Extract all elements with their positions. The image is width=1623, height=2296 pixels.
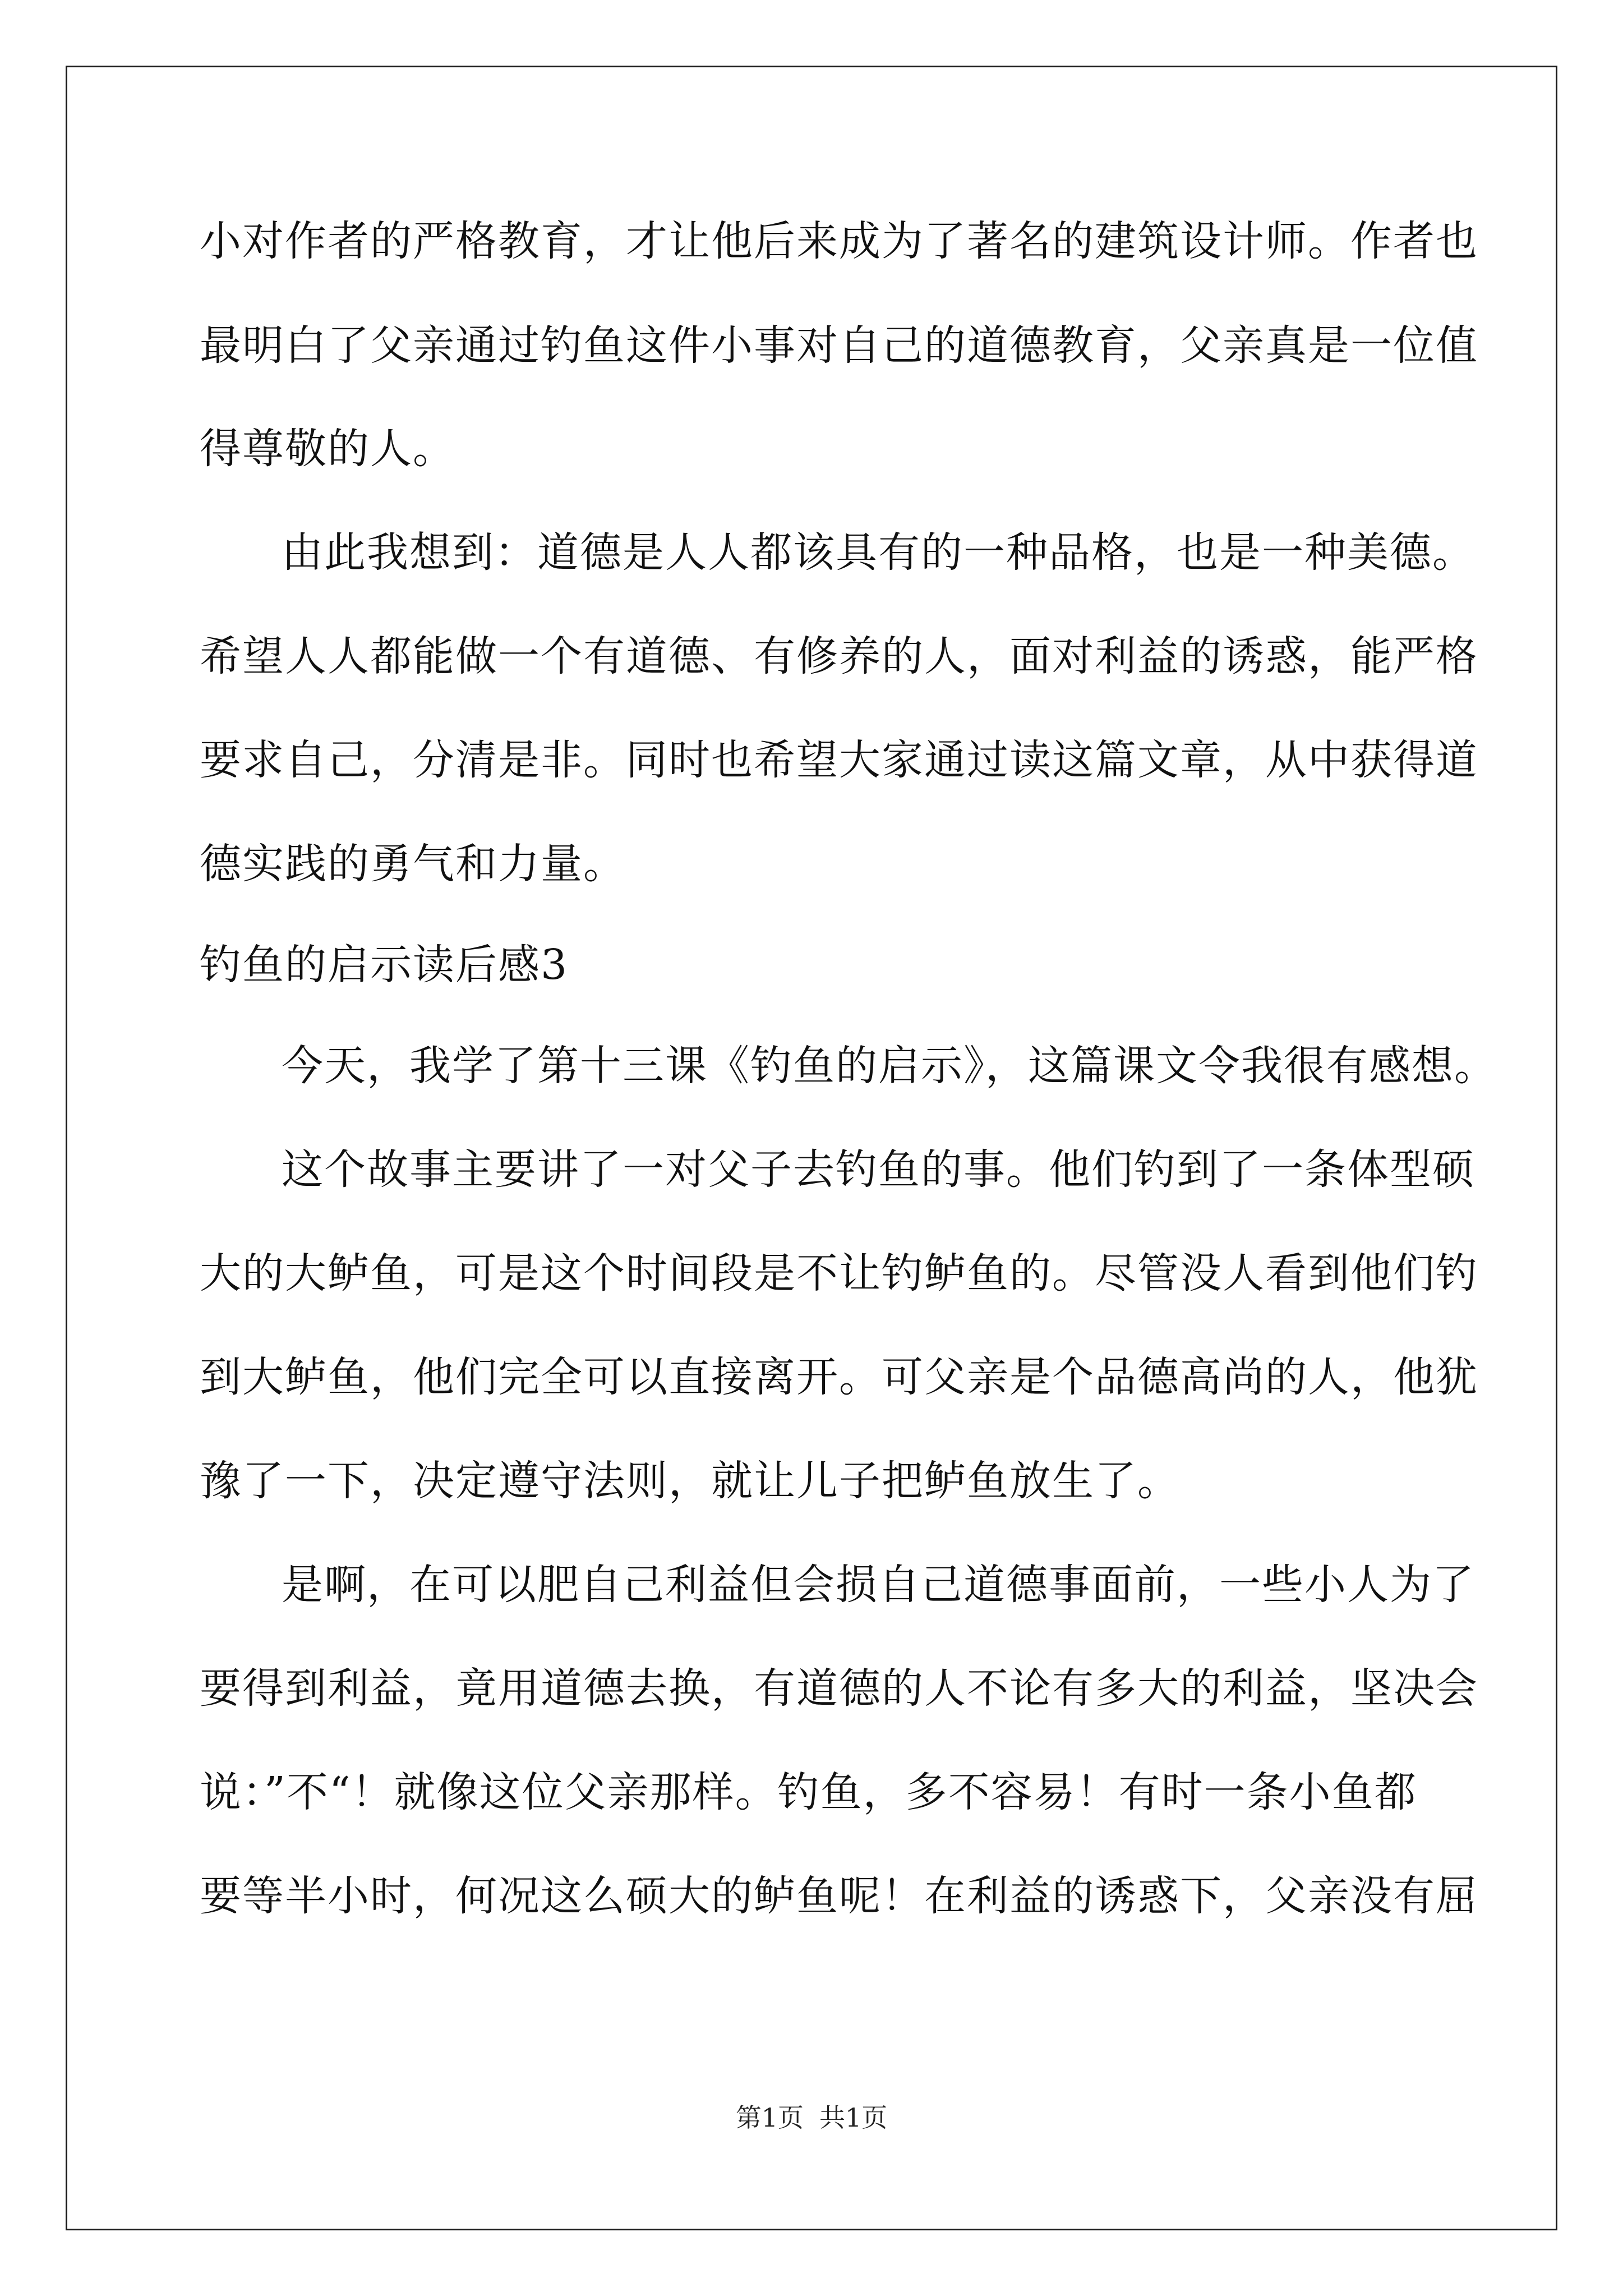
- text-line: 小对作者的严格教育，才让他后来成为了著名的建筑设计师。作者也: [200, 217, 1478, 265]
- text-line: 要得到利益，竟用道德去换，有道德的人不论有多大的利益，坚决会: [200, 1664, 1478, 1713]
- text-line: 希望人人都能做一个有道德、有修养的人，面对利益的诱惑，能严格: [200, 632, 1478, 680]
- paragraph-start: 由此我想到：道德是人人都该具有的一种品格，也是一种美德。: [282, 528, 1475, 577]
- text-line: 得尊敬的人。: [200, 425, 455, 473]
- page-number: 第1页: [735, 2102, 804, 2133]
- text-line: 豫了一下，决定遵守法则，就让儿子把鲈鱼放生了。: [200, 1457, 1180, 1505]
- page-footer: [0, 2101, 1623, 2134]
- paragraph-start: 今天，我学了第十三课《钓鱼的启示》，这篇课文令我很有感想。: [282, 1042, 1497, 1090]
- text-line: 要等半小时，何况这么硕大的鲈鱼呢！在利益的诱惑下，父亲没有屈: [200, 1872, 1478, 1920]
- text-line: 要求自己，分清是非。同时也希望大家通过读这篇文章，从中获得道: [200, 736, 1478, 784]
- text-line: 大的大鲈鱼，可是这个时间段是不让钓鲈鱼的。尽管没人看到他们钓: [200, 1249, 1478, 1297]
- text-line: 说：”不“！就像这位父亲那样。钓鱼，多不容易！有时一条小鱼都: [200, 1768, 1417, 1816]
- section-heading: 钓鱼的启示读后感3: [200, 941, 569, 989]
- text-line: 到大鲈鱼，他们完全可以直接离开。可父亲是个品德高尚的人，他犹: [200, 1353, 1478, 1401]
- paragraph-start: 这个故事主要讲了一对父子去钓鱼的事。他们钓到了一条体型硕: [282, 1145, 1475, 1194]
- page-total: 共1页: [819, 2102, 888, 2133]
- text-line: 德实践的勇气和力量。: [200, 840, 626, 888]
- paragraph-start: 是啊，在可以肥自己利益但会损自己道德事面前，一些小人为了: [282, 1561, 1475, 1609]
- text-line: 最明白了父亲通过钓鱼这件小事对自己的道德教育，父亲真是一位值: [200, 321, 1478, 370]
